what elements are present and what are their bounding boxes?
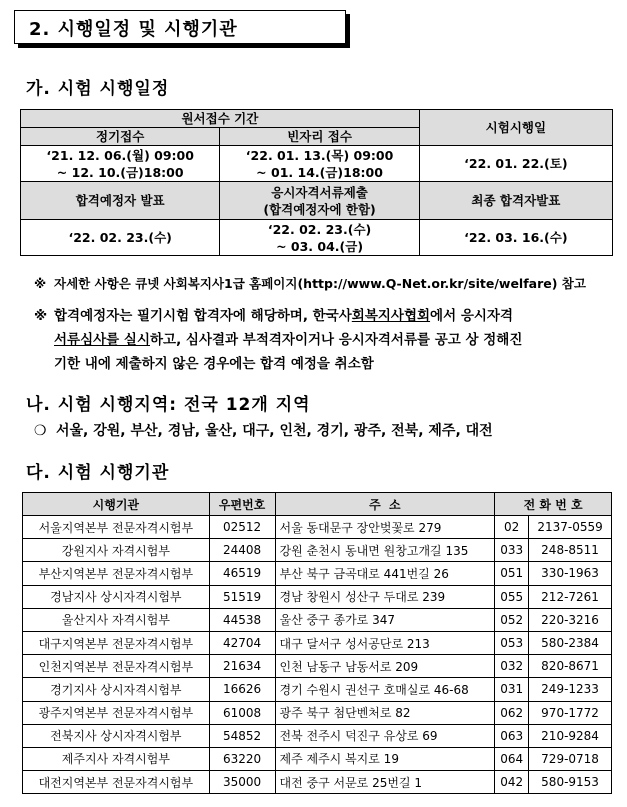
cell-phone-number: 248-8511 — [529, 539, 612, 562]
header-phone: 전 화 번 호 — [495, 493, 612, 516]
vacancy-application-period — [220, 146, 419, 182]
cell-postal: 02512 — [209, 516, 275, 539]
note-line: 서류심사를 실시하고, 심사결과 부적격자이거나 응시자격서류를 공고 상 정해진 — [54, 332, 523, 348]
cell-address: 인천 남동구 남동서로 209 — [275, 655, 495, 678]
note-line: 기한 내에 제출하지 않은 경우에는 합격 예정을 취소함 — [54, 356, 374, 372]
header-address: 주 소 — [275, 493, 495, 516]
cell-postal: 21634 — [209, 655, 275, 678]
table-row — [23, 631, 612, 654]
note-prelim-pass — [34, 304, 624, 380]
document-submission-period — [220, 220, 419, 256]
cell-name: 울산지사 자격시험부 — [23, 608, 210, 631]
cell-phone-number: 729-0718 — [529, 747, 612, 770]
cell-postal: 42704 — [209, 631, 275, 654]
section-title-box — [14, 10, 346, 44]
document-submission-label-line1: 응시자격서류제출 — [271, 184, 368, 200]
header-name: 시행기관 — [23, 493, 210, 516]
cell-address: 대전 중구 서문로 25번길 1 — [275, 771, 495, 794]
table-row — [23, 655, 612, 678]
prelim-pass-date: ‘22. 02. 23.(수) — [21, 220, 220, 256]
cell-name: 대구지역본부 전문자격시험부 — [23, 631, 210, 654]
institutions-table — [22, 492, 612, 794]
table-row — [23, 701, 612, 724]
cell-postal: 51519 — [209, 585, 275, 608]
vacancy-period-line1: ‘22. 01. 13.(목) 09:00 — [245, 147, 394, 163]
exam-date-header: 시험시행일 — [419, 110, 612, 146]
final-pass-date: ‘22. 03. 16.(수) — [419, 220, 612, 256]
cell-name: 광주지역본부 전문자격시험부 — [23, 701, 210, 724]
table-row — [23, 608, 612, 631]
underlined-text: 서류심사를 실시 — [54, 332, 150, 348]
cell-name: 대전지역본부 전문자격시험부 — [23, 771, 210, 794]
regular-period-line1: ‘21. 12. 06.(월) 09:00 — [46, 147, 194, 163]
schedule-heading: 가. 시험 시행일정 — [26, 79, 170, 99]
cell-name: 경기지사 상시자격시험부 — [23, 678, 210, 701]
cell-phone-number: 210-9284 — [529, 724, 612, 747]
cell-area-code: 062 — [495, 701, 529, 724]
institutions-heading: 다. 시험 시행기관 — [26, 463, 170, 483]
final-pass-header: 최종 합격자발표 — [419, 182, 612, 220]
table-row — [23, 585, 612, 608]
cell-area-code: 053 — [495, 631, 529, 654]
exam-date: ‘22. 01. 22.(토) — [419, 146, 612, 182]
cell-phone-number: 249-1233 — [529, 678, 612, 701]
regions-heading: 나. 시험 시행지역: 전국 12개 지역 — [26, 395, 311, 415]
table-row — [23, 747, 612, 770]
cell-name: 경남지사 상시자격시험부 — [23, 585, 210, 608]
region-list — [34, 420, 493, 440]
cell-address: 서울 동대문구 장안벚꽃로 279 — [275, 516, 495, 539]
header-postal: 우편번호 — [209, 493, 275, 516]
regular-application-header: 정기접수 — [21, 128, 220, 146]
cell-phone-number: 330-1963 — [529, 562, 612, 585]
cell-name: 부산지역본부 전문자격시험부 — [23, 562, 210, 585]
cell-address: 울산 중구 종가로 347 — [275, 608, 495, 631]
region-list-text: 서울, 강원, 부산, 경남, 울산, 대구, 인천, 경기, 광주, 전북, 제주, 대전 — [56, 423, 493, 439]
section-title: 2. 시행일정 및 시행기관 — [29, 19, 238, 40]
cell-phone-number: 212-7261 — [529, 585, 612, 608]
cell-area-code: 052 — [495, 608, 529, 631]
cell-address: 제주 제주시 복지로 19 — [275, 747, 495, 770]
cell-name: 전북지사 상시자격시험부 — [23, 724, 210, 747]
cell-name: 인천지역본부 전문자격시험부 — [23, 655, 210, 678]
regular-application-period — [21, 146, 220, 182]
cell-name: 강원지사 자격시험부 — [23, 539, 210, 562]
document-submission-label-line2: (합격예정자에 한함) — [263, 201, 376, 217]
underlined-text: 회복지사협회 — [351, 308, 431, 324]
cell-area-code: 042 — [495, 771, 529, 794]
cell-area-code: 033 — [495, 539, 529, 562]
cell-phone-number: 970-1772 — [529, 701, 612, 724]
cell-address: 경남 창원시 성산구 두대로 239 — [275, 585, 495, 608]
cell-address: 광주 북구 첨단벤처로 82 — [275, 701, 495, 724]
cell-postal: 54852 — [209, 724, 275, 747]
document-submission-line1: ‘22. 02. 23.(수) — [267, 221, 372, 237]
cell-area-code: 032 — [495, 655, 529, 678]
cell-area-code: 063 — [495, 724, 529, 747]
cell-address: 경기 수원시 권선구 호매실로 46-68 — [275, 678, 495, 701]
cell-postal: 24408 — [209, 539, 275, 562]
cell-phone-number: 2137-0559 — [529, 516, 612, 539]
table-row — [23, 678, 612, 701]
cell-name: 제주지사 자격시험부 — [23, 747, 210, 770]
cell-area-code: 051 — [495, 562, 529, 585]
note-mark: ※ — [34, 276, 47, 291]
table-row — [23, 562, 612, 585]
application-period-header: 원서접수 기간 — [21, 110, 420, 128]
regular-period-line2: ~ 12. 10.(금)18:00 — [56, 164, 184, 180]
vacancy-application-header: 빈자리 접수 — [220, 128, 419, 146]
cell-postal: 46519 — [209, 562, 275, 585]
note-homepage-text: 자세한 사항은 큐넷 사회복지사1급 홈페이지(http://www.Q-Net.or.kr/site/welfare) 참고 — [54, 276, 586, 291]
cell-name: 서울지역본부 전문자격시험부 — [23, 516, 210, 539]
prelim-pass-header: 합격예정자 발표 — [21, 182, 220, 220]
note-line: 합격예정자는 필기시험 합격자에 해당하며, 한국사회복지사협회에서 응시자격 — [54, 308, 513, 324]
document-submission-line2: ~ 03. 04.(금) — [276, 238, 364, 254]
document-submission-header — [220, 182, 419, 220]
vacancy-period-line2: ~ 01. 14.(금)18:00 — [256, 164, 383, 180]
bullet-circle-icon: ❍ — [34, 423, 47, 439]
cell-postal: 61008 — [209, 701, 275, 724]
table-row — [23, 539, 612, 562]
table-header-row — [23, 493, 612, 516]
cell-postal: 44538 — [209, 608, 275, 631]
note-mark: ※ — [34, 308, 48, 324]
cell-postal: 35000 — [209, 771, 275, 794]
cell-area-code: 031 — [495, 678, 529, 701]
table-row — [23, 516, 612, 539]
table-row — [23, 724, 612, 747]
cell-address: 부산 북구 금곡대로 441번길 26 — [275, 562, 495, 585]
table-row — [23, 771, 612, 794]
cell-address: 대구 달서구 성서공단로 213 — [275, 631, 495, 654]
cell-phone-number: 580-9153 — [529, 771, 612, 794]
cell-area-code: 064 — [495, 747, 529, 770]
schedule-table — [20, 109, 613, 256]
cell-phone-number: 820-8671 — [529, 655, 612, 678]
cell-postal: 63220 — [209, 747, 275, 770]
cell-area-code: 02 — [495, 516, 529, 539]
cell-address: 강원 춘천시 동내면 원창고개길 135 — [275, 539, 495, 562]
cell-phone-number: 220-3216 — [529, 608, 612, 631]
cell-area-code: 055 — [495, 585, 529, 608]
cell-postal: 16626 — [209, 678, 275, 701]
cell-phone-number: 580-2384 — [529, 631, 612, 654]
cell-address: 전북 전주시 덕진구 유상로 69 — [275, 724, 495, 747]
